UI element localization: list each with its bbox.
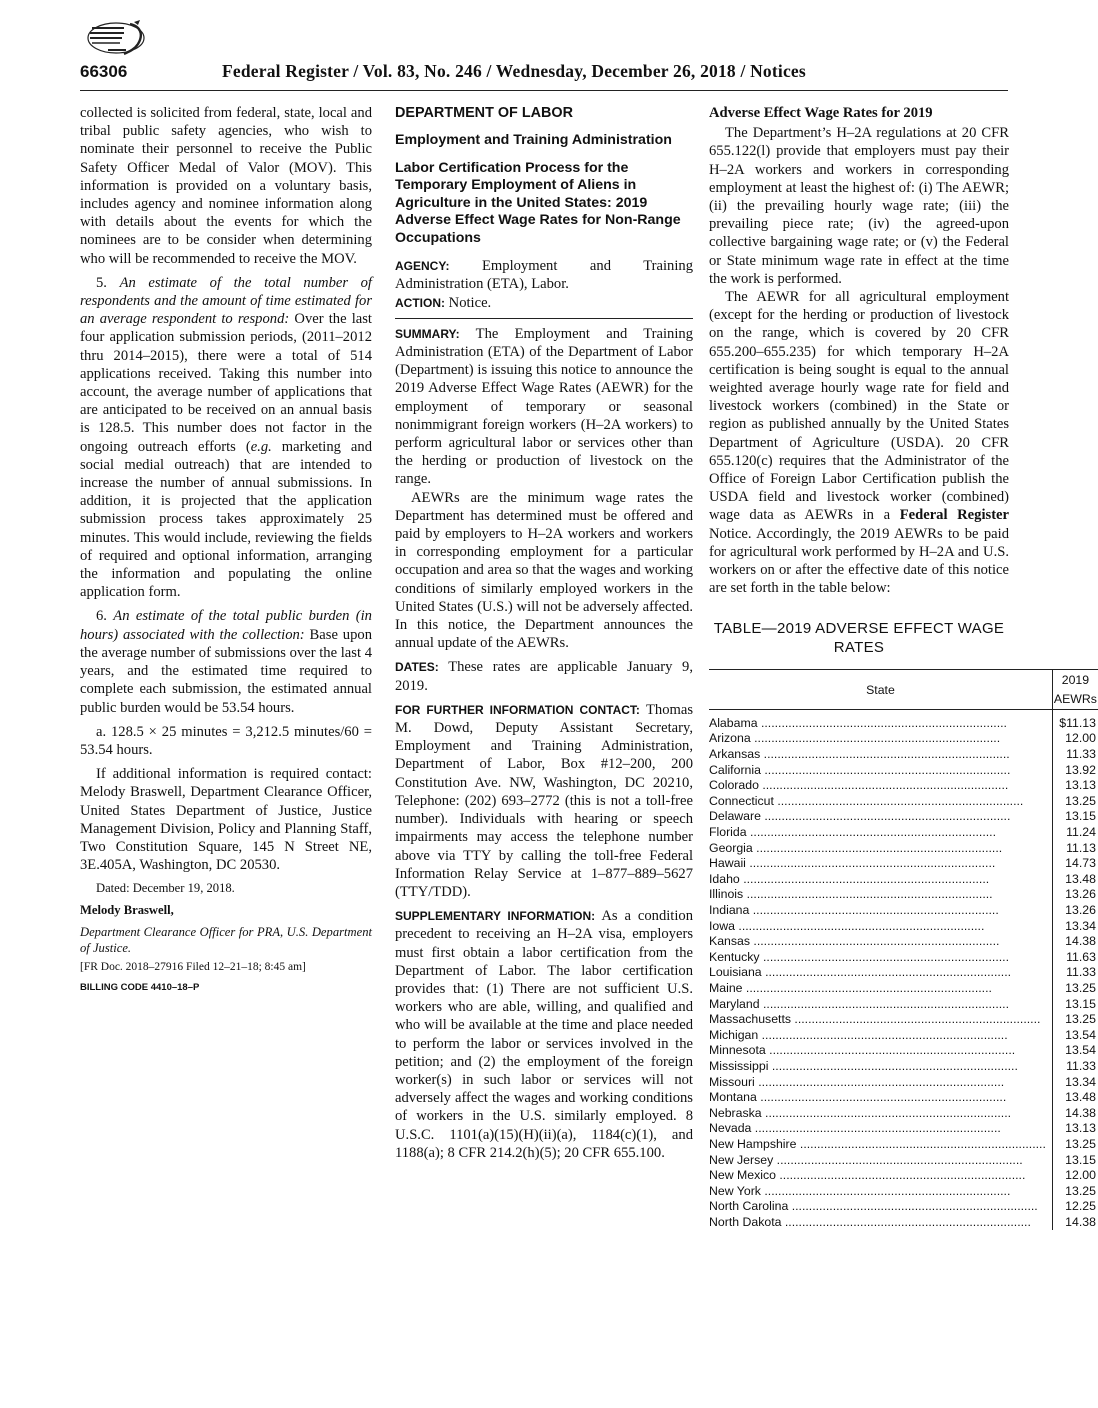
state-name: Idaho ..... [709, 872, 989, 886]
table-row [709, 1090, 1098, 1106]
table-row [709, 1028, 1098, 1044]
supplementary-paragraph [395, 907, 693, 1162]
gpo-authenticated-seal-icon [78, 18, 150, 58]
rate-cell: 14.38 [1065, 1214, 1096, 1229]
item-heading: An estimate of the total public burden (in hours) associated with the collection: [80, 608, 372, 643]
state-name: Iowa ..... [709, 919, 984, 933]
dates-paragraph [395, 658, 693, 694]
state-name: New Hampshire ..... [709, 1137, 1046, 1151]
summary-label: SUMMARY: [395, 326, 460, 341]
state-name: Delaware ..... [709, 809, 1010, 823]
state-name: Missouri ..... [709, 1075, 1004, 1089]
state-name: Mississippi ..... [709, 1059, 1018, 1073]
state-cell [709, 856, 1052, 872]
state-cell [709, 887, 1052, 903]
agency-heading: Employment and Training Administration [395, 132, 672, 149]
summary-paragraph [395, 325, 693, 489]
item-heading: An estimate of the total number of respondents and the amount of time estimated for an average respondent to respond: [80, 274, 372, 328]
paragraph-text: Over the last four application submission periods, (2011–2012 thru 2014–2015), there were a total of 514 applications received. Taking this number into account, the average number of applications that are anticipated to be received on an annual basis is 128.5. This number does not factor in the ongoing outreach efforts ( [80, 311, 372, 455]
table-row [709, 1184, 1098, 1200]
state-cell [709, 997, 1052, 1013]
table-row [709, 825, 1098, 841]
table-row [709, 997, 1098, 1013]
signer-name: Melody Braswell, [80, 903, 174, 918]
table-row [709, 1121, 1098, 1137]
column-1 [80, 104, 372, 998]
rate-cell: 13.26 [1065, 887, 1096, 902]
action-text: Notice. [448, 294, 492, 311]
table-title: TABLE—2019 ADVERSE EFFECT WAGE RATES [713, 620, 1005, 657]
paragraph-text: The AEWR for all agricultural employment (except for the herding or production of livestock on the range, which is covered by 20 CFR 655.200–655.235) for which temporary H–2A certification is being sought is equal to the annual weighted average hourly wage rate for field and livestock workers (combined) in the State or region as published annually by the United States Department of Agriculture (USDA). 20 CFR 655.120(c) requires that the Administrator of the Office of Foreign Labor Certification publish the USDA field and livestock worker (combined) wage data as AEWRs in a [709, 289, 1009, 524]
state-name: North Dakota ..... [709, 1215, 1031, 1229]
table-row [709, 950, 1098, 966]
billing-code: BILLING CODE 4410–18–P [80, 982, 200, 994]
state-cell [709, 903, 1052, 919]
rate-cell: 11.33 [1066, 747, 1096, 762]
state-name: Arkansas ..... [709, 747, 1010, 761]
rate-cell: 12.00 [1065, 731, 1096, 746]
state-name: Colorado ..... [709, 778, 1008, 792]
table-row [709, 763, 1098, 779]
rate-cell: 13.54 [1065, 1043, 1096, 1058]
state-name: New Mexico ..... [709, 1168, 1025, 1182]
rate-cell: 11.63 [1066, 949, 1096, 964]
rate-cell: 12.00 [1065, 1168, 1096, 1183]
table-row [709, 1215, 1098, 1231]
state-cell [709, 763, 1052, 779]
state-cell [709, 1043, 1052, 1059]
state-cell [709, 841, 1052, 857]
rate-cell: 14.38 [1065, 1105, 1096, 1120]
state-cell [709, 1106, 1052, 1122]
paragraph-text: marketing and social medial outreach) that are intended to increase the number of annual submissions. In addition, it is projected that the application submission process takes approximately 25 minutes. This would include, reviewing the fields of required and optional information, arranging the information and populating the online application form. [80, 438, 373, 601]
table-row [709, 809, 1098, 825]
state-cell [709, 1184, 1052, 1200]
rate-cell: 13.48 [1065, 1090, 1096, 1105]
rate-cell: 13.25 [1065, 1012, 1096, 1027]
state-cell [709, 934, 1052, 950]
rate-cell: 13.25 [1065, 980, 1096, 995]
state-cell [709, 709, 1052, 731]
signer-title-text: Department Clearance Officer for PRA, U.S. Department of Justice. [80, 925, 372, 956]
state-cell [709, 747, 1052, 763]
dates-label: DATES: [395, 660, 439, 675]
state-name: Maryland ..... [709, 997, 1009, 1011]
page-number: 66306 [80, 62, 128, 81]
state-name: Florida ..... [709, 825, 996, 839]
state-name: Arizona ..... [709, 731, 1000, 745]
item-number: 6. [96, 608, 107, 625]
supplementary-label: SUPPLEMENTARY INFORMATION: [395, 909, 596, 924]
state-name: North Carolina ..... [709, 1199, 1038, 1213]
state-cell [709, 1121, 1052, 1137]
dates-text: These rates are applicable January 9, 2019. [395, 659, 693, 694]
dated-line: Dated: December 19, 2018. [96, 881, 235, 896]
table-row [709, 1199, 1098, 1215]
table-row [709, 841, 1098, 857]
state-name: California ..... [709, 763, 1010, 777]
contact-text: Thomas M. Dowd, Deputy Assistant Secretary, Employment and Training Administration, Department of Labor, Box #12–200, 200 Constitution Ave. NW, Washington, DC 20210, Telephone: (202) 693–2772 (this is not a toll-free number). Individuals with hearing or speech impairments may access the telephone number above via TTY by calling the toll-free Federal Information Relay Service at 1–877–889–5627 (TTY/TDD). [395, 701, 694, 900]
paragraph-contact: If additional information is required contact: Melody Braswell, Department Clearance Officer, United States Department of Justice, Justice Management Division, Policy and Planning Staff, Two Constitution Square, 145 N Street NE, 3E.405A, Washington, DC 20530. [80, 766, 372, 874]
column-2 [395, 104, 693, 1162]
state-name: Hawaii ..... [709, 856, 995, 870]
rate-cell: 13.15 [1065, 809, 1096, 824]
table-row [709, 1043, 1098, 1059]
paragraph: collected is solicited from federal, state, local and tribal public safety agencies, who wish to nominate their personnel to receive the Public Safety Officer Medal of Valor (MOV). This information is provided on a voluntary basis, includes agency and nominee information along with details about the events for which the nominees are to be consider when determining who will be recommended to receive the MOV. [80, 105, 372, 267]
table-row [709, 731, 1098, 747]
fr-doc-line: [FR Doc. 2018–27916 Filed 12–21–18; 8:45 am] [80, 961, 306, 974]
signer-title [80, 924, 372, 956]
rate-cell: 11.24 [1066, 825, 1096, 840]
table-row [709, 709, 1098, 731]
state-cell [709, 794, 1052, 810]
federal-register-text: Federal Register [899, 507, 1010, 524]
state-name: Nebraska ..... [709, 1106, 1011, 1120]
document-title: Labor Certification Process for the Temporary Employment of Aliens in Agriculture in the United States: 2019 Adverse Effect Wage Rates for Non-Range Occupations [395, 159, 681, 246]
column-header-state: State [709, 670, 1052, 709]
state-cell [709, 825, 1052, 841]
paragraph-aewr [709, 288, 1009, 597]
rate-cell: 11.33 [1066, 1058, 1096, 1073]
contact-label: FOR FURTHER INFORMATION CONTACT: [395, 702, 640, 717]
contact-paragraph [395, 701, 693, 901]
rate-cell: 12.25 [1065, 1199, 1096, 1214]
state-name: New York ..... [709, 1184, 1010, 1198]
summary-text: The Employment and Training Administration (ETA) of the Department of Labor (Department) is issuing this notice to announce the 2019 Adverse Effect Wage Rates (AEWR) for the employment of temporary or seasonal nonimmigrant foreign workers (H–2A workers) to perform agricultural labor or services other than the herding or production of livestock on the range. [395, 325, 693, 488]
table-row [709, 1137, 1098, 1153]
state-name: Michigan ..... [709, 1028, 1008, 1042]
rate-cell: 13.15 [1065, 996, 1096, 1011]
action-label: ACTION: [395, 295, 445, 310]
rate-cell: 13.25 [1065, 1183, 1096, 1198]
state-cell [709, 1012, 1052, 1028]
state-cell [709, 919, 1052, 935]
state-cell [709, 1028, 1052, 1044]
state-cell [709, 1168, 1052, 1184]
rate-cell: 14.38 [1065, 934, 1096, 949]
rate-cell: 13.13 [1065, 778, 1096, 793]
paragraph-burden [80, 607, 372, 716]
table-row [709, 747, 1098, 763]
state-cell [709, 1199, 1052, 1215]
table-row [709, 856, 1098, 872]
page-header [80, 60, 1008, 91]
action-line [395, 294, 693, 312]
header-title: Federal Register / Vol. 83, No. 246 / Wednesday, December 26, 2018 / Notices [222, 61, 806, 81]
state-name: Indiana ..... [709, 903, 999, 917]
state-name: Connecticut ..... [709, 794, 1023, 808]
state-cell [709, 1153, 1052, 1169]
state-cell [709, 1075, 1052, 1091]
rate-cell: 13.34 [1065, 918, 1096, 933]
state-cell [709, 965, 1052, 981]
state-cell [709, 1215, 1052, 1231]
state-cell [709, 981, 1052, 997]
rate-cell: 13.48 [1065, 871, 1096, 886]
eg-text: e.g. [250, 438, 272, 455]
table-row [709, 1075, 1098, 1091]
rate-cell: 13.26 [1065, 903, 1096, 918]
paragraph-calculation: a. 128.5 × 25 minutes = 3,212.5 minutes/60 = 53.54 hours. [80, 723, 372, 758]
supplementary-text: As a condition precedent to receiving an H–2A visa, employers must first obtain a labor certification from the Department of Labor. The labor certification provides that: (1) There are not sufficient U.S. workers who are able, willing, and qualified and who will be available at the time and place needed to perform the labor or services involved in the petition; and (2) the employment of the foreign worker(s) in such labor or services will not adversely affect the wages and working conditions of workers in the U.S. similarly employed. 8 U.S.C. 1101(a)(15)(H)(ii)(a), 1184(c)(1), and 1188(a); 8 CFR 214.2(h)(5); 20 CFR 655.100. [395, 908, 694, 1161]
agency-label: AGENCY: [395, 259, 450, 274]
state-name: New Jersey ..... [709, 1153, 1023, 1167]
table-row [709, 794, 1098, 810]
paragraph: The Department’s H–2A regulations at 20 CFR 655.122(l) provide that employers must pay their H–2A workers and workers in corresponding employment at least the highest of: (i) The AEWR; (ii) the prevailing hourly wage rate; (iii) the prevailing piece rate; (iv) the agreed-upon collective bargaining wage rate; or (v) the Federal or State minimum wage rate in effect at the time the work is performed. [709, 125, 1009, 287]
aewr-paragraph: AEWRs are the minimum wage rates the Department has determined must be offered and paid by employers to H–2A workers and workers in corresponding employment for a particular occupation and area so that the wages and working conditions of similarly employed workers in the United States (U.S.) will not be adversely affected. In this notice, the Department announces the annual update of the AEWRs. [395, 489, 693, 652]
rate-cell: 13.25 [1065, 1136, 1096, 1151]
state-cell [709, 778, 1052, 794]
state-name: Massachusetts ..... [709, 1012, 1040, 1026]
state-cell [709, 950, 1052, 966]
state-name: Minnesota ..... [709, 1043, 1015, 1057]
state-cell [709, 1059, 1052, 1075]
state-name: Maine ..... [709, 981, 992, 995]
rate-cell: 13.15 [1065, 1152, 1096, 1167]
column-3 [709, 104, 1097, 1230]
rate-cell: 14.73 [1065, 856, 1096, 871]
state-name: Kentucky ..... [709, 950, 1009, 964]
state-cell [709, 809, 1052, 825]
table-row [709, 887, 1098, 903]
table-row [709, 1168, 1098, 1184]
paragraph-text: Notice. Accordingly, the 2019 AEWRs to be paid for agricultural work performed by H–2A and U.S. workers on or after the effective date of this notice are set forth in the table below: [709, 525, 1009, 597]
table-row [709, 1153, 1098, 1169]
state-name: Illinois ..... [709, 887, 993, 901]
divider [395, 318, 693, 319]
rate-cell: 13.13 [1065, 1121, 1096, 1136]
state-name: Georgia ..... [709, 841, 1002, 855]
state-cell [709, 731, 1052, 747]
item-number: 5. [96, 274, 107, 291]
column-header-rate: 2019 AEWRs [1052, 670, 1098, 709]
rate-cell: 11.13 [1066, 840, 1096, 855]
table-row [709, 778, 1098, 794]
agency-text: Employment and Training Administration (ETA), Labor. [395, 258, 694, 293]
state-cell [709, 1090, 1052, 1106]
table-row [709, 903, 1098, 919]
department-heading: DEPARTMENT OF LABOR [395, 105, 574, 121]
table-row [709, 1059, 1098, 1075]
rate-cell: 13.25 [1065, 793, 1096, 808]
table-row [709, 919, 1098, 935]
rate-cell: 13.92 [1065, 762, 1096, 777]
table-row [709, 934, 1098, 950]
table-header-row [709, 670, 1098, 709]
state-name: Nevada ..... [709, 1121, 1001, 1135]
state-name: Louisiana ..... [709, 965, 1011, 979]
table-row [709, 872, 1098, 888]
rate-cell: 13.54 [1065, 1027, 1096, 1042]
state-cell [709, 872, 1052, 888]
state-name: Montana ..... [709, 1090, 1006, 1104]
state-name: Kansas ..... [709, 934, 999, 948]
rate-cell: 11.33 [1066, 965, 1096, 980]
paragraph-text: Base upon the average number of submissions over the last 4 years, and the estimated time required to complete each submission, the estimated annual public burden would be 53.54 hours. [80, 626, 372, 716]
table-row [709, 981, 1098, 997]
state-cell [709, 1137, 1052, 1153]
paragraph-respondents [80, 274, 372, 602]
section-heading: Adverse Effect Wage Rates for 2019 [709, 105, 933, 121]
agency-line [395, 257, 693, 293]
table-row [709, 1106, 1098, 1122]
rate-cell: $11.13 [1059, 715, 1096, 730]
rate-cell: 13.34 [1065, 1074, 1096, 1089]
aewr-table [709, 669, 1098, 1230]
table-row [709, 965, 1098, 981]
table-row [709, 1012, 1098, 1028]
state-name: Alabama ..... [709, 716, 1007, 730]
